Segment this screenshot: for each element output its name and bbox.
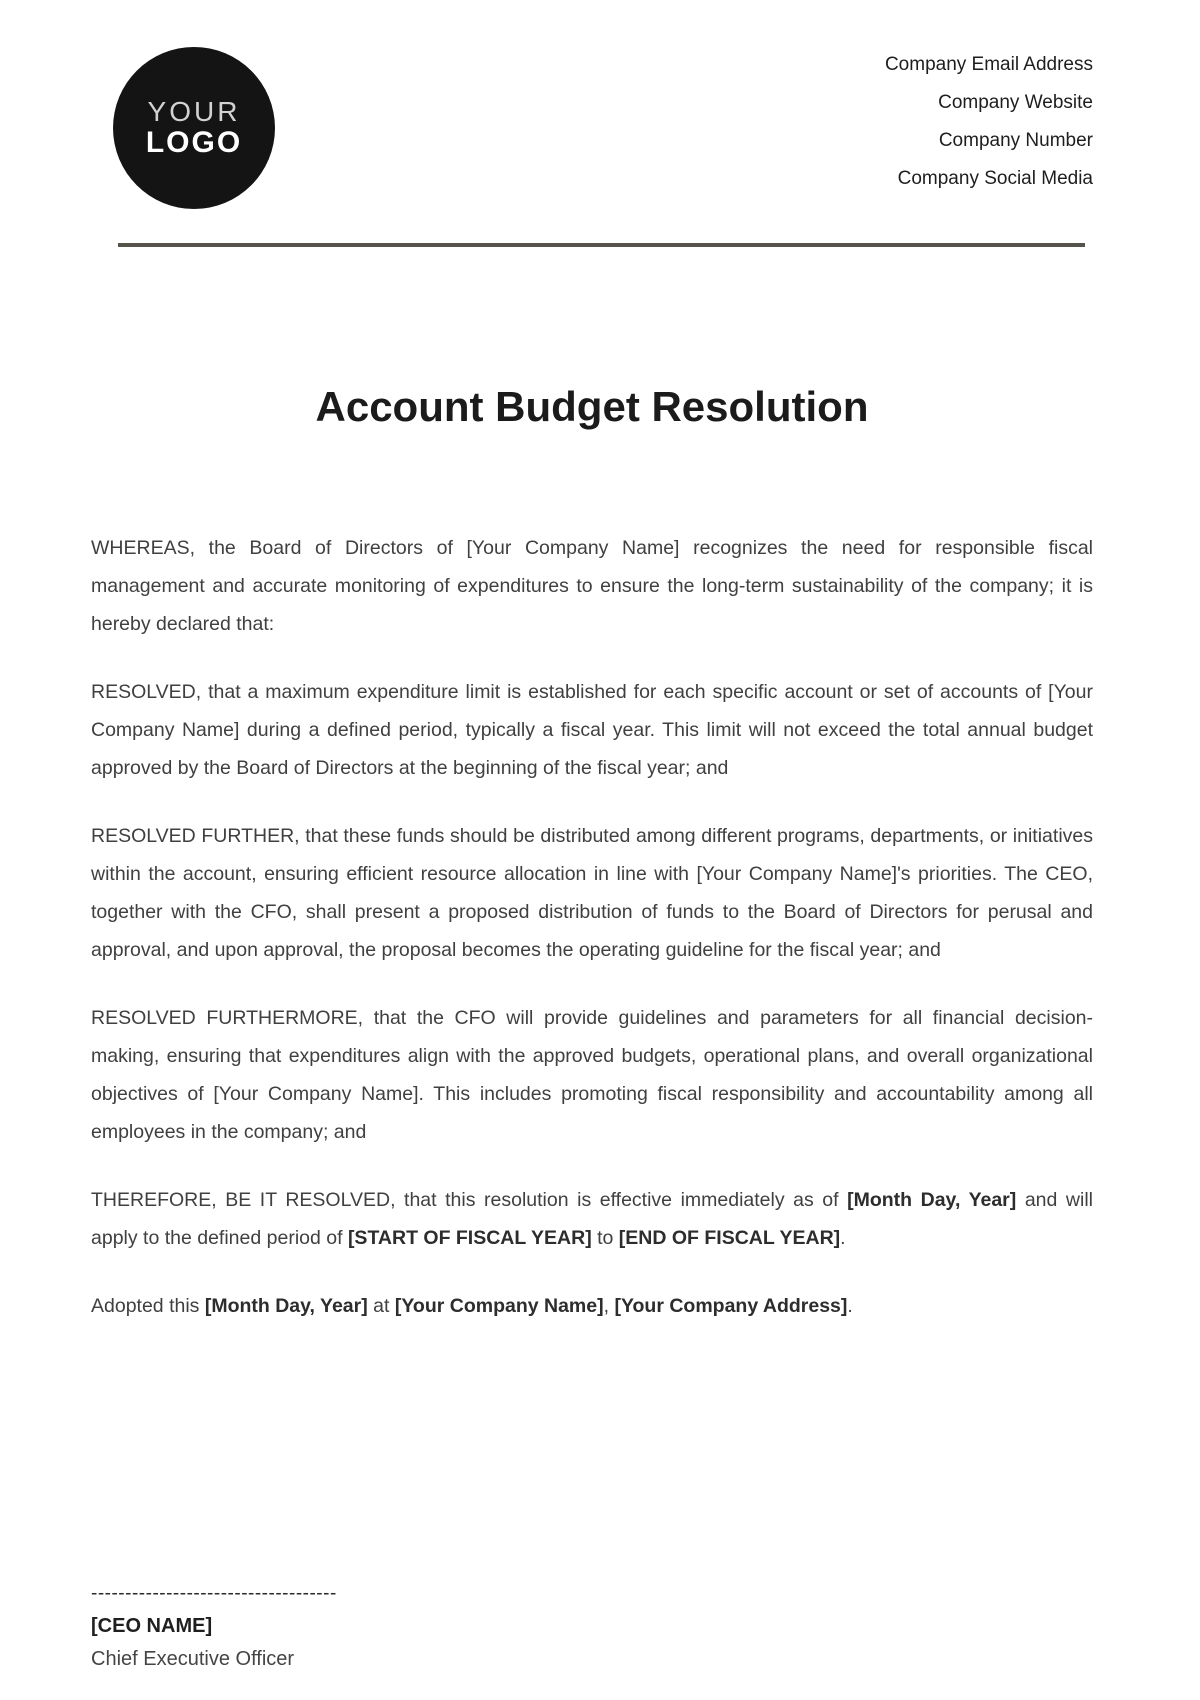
paragraph xyxy=(91,817,1093,969)
signature-name: [CEO NAME] xyxy=(91,1615,213,1637)
placeholder-field: [Month Day, Year] xyxy=(204,1295,368,1317)
paragraph-text: and will apply to the defined period of xyxy=(91,1189,1093,1249)
paragraph-text: WHEREAS, the Board of Directors of [Your Company Name] recognizes the need for responsible fiscal management and accurate monitoring of expenditures to ensure the long-term sustainability of the company; it is hereby declared that: xyxy=(91,537,1093,635)
paragraph-text: RESOLVED FURTHER, that these funds should be distributed among different programs, departments, or initiatives within the account, ensuring efficient resource allocation in line with [Your Company Name]'s priorities. The CEO, together with the CFO, shall present a proposed distribution of funds to the Board of Directors for perusal and approval, and upon approval, the proposal becomes the operating guideline for the fiscal year; and xyxy=(91,825,1093,961)
company-number: Company Number xyxy=(938,130,1093,151)
signature-block xyxy=(91,1577,337,1676)
company-social-media: Company Social Media xyxy=(897,168,1093,189)
paragraph-text: to xyxy=(591,1227,619,1249)
paragraph-text: RESOLVED FURTHERMORE, that the CFO will provide guidelines and parameters for all financial decision-making, ensuring that expenditures align with the approved budgets, operational plans, and overall organizational objectives of [Your Company Name]. This includes promoting fiscal responsibility and accountability among all employees in the company; and xyxy=(91,1007,1093,1143)
paragraph xyxy=(91,1181,1093,1257)
paragraph-text: . xyxy=(847,1295,853,1317)
paragraph xyxy=(91,529,1093,643)
placeholder-field: [START OF FISCAL YEAR] xyxy=(347,1227,592,1249)
paragraph-text: RESOLVED, that a maximum expenditure limit is established for each specific account or set of accounts of [Your Company Name] during a defined period, typically a fiscal year. This limit will not exceed the total annual budget approved by the Board of Directors at the beginning of the fiscal year; and xyxy=(91,681,1093,779)
paragraph xyxy=(91,1287,1093,1325)
logo-text-logo: LOGO xyxy=(145,126,243,159)
placeholder-field: [Month Day, Year] xyxy=(847,1189,1017,1211)
header-divider xyxy=(118,243,1085,247)
company-website: Company Website xyxy=(938,92,1093,113)
placeholder-field: [Your Company Name] xyxy=(394,1295,604,1317)
company-contact-info xyxy=(885,46,1093,198)
document-title: Account Budget Resolution xyxy=(315,383,869,430)
document-body xyxy=(91,529,1093,1355)
paragraph xyxy=(91,673,1093,787)
placeholder-field: [Your Company Address] xyxy=(614,1295,848,1317)
logo-text-your: YOUR xyxy=(147,96,241,127)
company-email: Company Email Address xyxy=(884,54,1093,75)
placeholder-field: [END OF FISCAL YEAR] xyxy=(618,1227,841,1249)
paragraph xyxy=(91,999,1093,1151)
paragraph-text: THEREFORE, BE IT RESOLVED, that this resolution is effective immediately as of xyxy=(91,1189,848,1211)
signature-role: Chief Executive Officer xyxy=(91,1648,295,1670)
paragraph-text: . xyxy=(840,1227,846,1249)
paragraph-text: at xyxy=(367,1295,395,1317)
paragraph-text: , xyxy=(603,1295,615,1317)
paragraph-text: Adopted this xyxy=(91,1295,205,1317)
company-logo xyxy=(113,47,275,209)
signature-line: ------------------------------------ xyxy=(91,1583,337,1604)
